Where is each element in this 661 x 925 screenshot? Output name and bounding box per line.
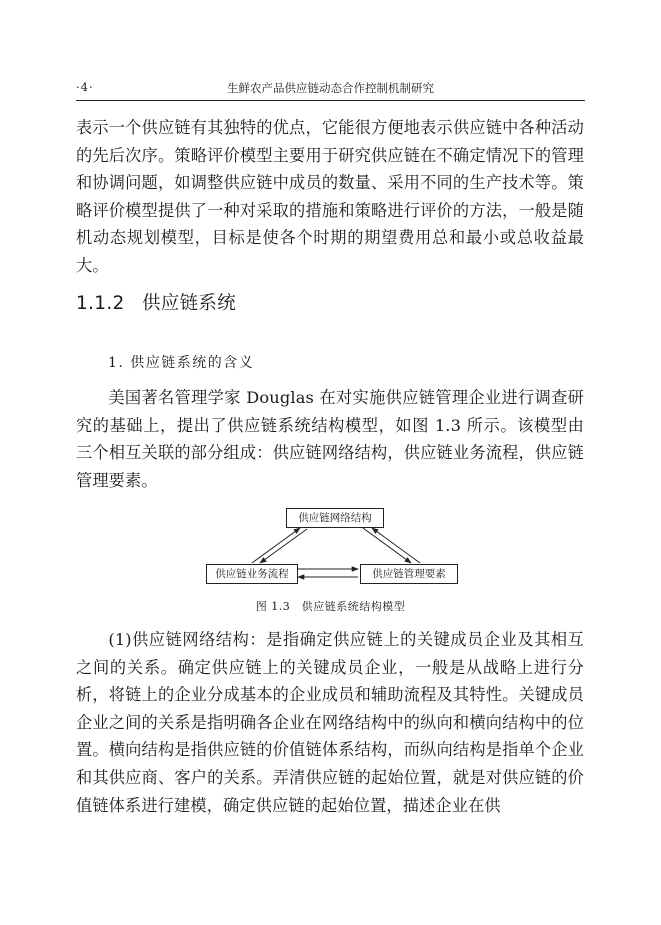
section-number: 1.1.2 — [76, 293, 125, 314]
arrow-right-up — [372, 528, 420, 563]
arrow-top-to-right — [363, 528, 411, 563]
section-title: 供应链系统 — [142, 293, 237, 314]
business-process-box: 供应链业务流程 — [206, 564, 298, 584]
section-heading — [76, 289, 236, 315]
figure-supply-chain-model — [200, 502, 470, 592]
arrow-left-up — [252, 528, 300, 563]
network-structure-paragraph: (1)供应链网络结构：是指确定供应链上的关键成员企业及其相互之间的关系。确定供应链上的关键成员企业，一般是从战略上进行分析，将链上的企业分成基本的企业成员和辅助流程及其特性。关键成员企业之间的关系是指明确各企业在网络结构中的纵向和横向结构中的位置。横向结构是指供应链的价值链体系结构，而纵向结构是指单个企业和其供应商、客户的关系。弄清供应链的起始位置，就是对供应链的价值链体系进行建模，确定供应链的起始位置，描述企业在供 — [76, 630, 584, 815]
running-header — [76, 80, 585, 100]
figure-caption: 图 1.3 供应链系统结构模型 — [255, 600, 406, 613]
arrow-top-to-left — [260, 529, 307, 563]
subsection-heading: 1. 供应链系统的含义 — [108, 355, 255, 371]
network-structure-box: 供应链网络结构 — [286, 508, 384, 528]
running-title: 生鲜农产品供应链动态合作控制机制研究 — [227, 81, 434, 95]
header-rule — [76, 100, 585, 101]
management-elements-box: 供应链管理要素 — [360, 564, 458, 584]
intro-paragraph: 表示一个供应链有其独特的优点，它能很方便地表示供应链中各种活动的先后次序。策略评价模型主要用于研究供应链在不确定情况下的管理和协调问题，如调整供应链中成员的数量、采用不同的生产技术等。策略评价模型提供了一种对采取的措施和策略进行评价的方法，一般是随机动态规划模型，目标是使各个时期的期望费用总和最小或总收益最大。 — [76, 118, 584, 275]
page-number: ·4· — [76, 80, 94, 94]
douglas-paragraph: 美国著名管理学家 Douglas 在对实施供应链管理企业进行调查研究的基础上，提出了供应链系统结构模型，如图 1.3 所示。该模型由三个相互关联的部分组成：供应链网络结构，供应链业务流程，供应链管理要素。 — [76, 388, 584, 490]
